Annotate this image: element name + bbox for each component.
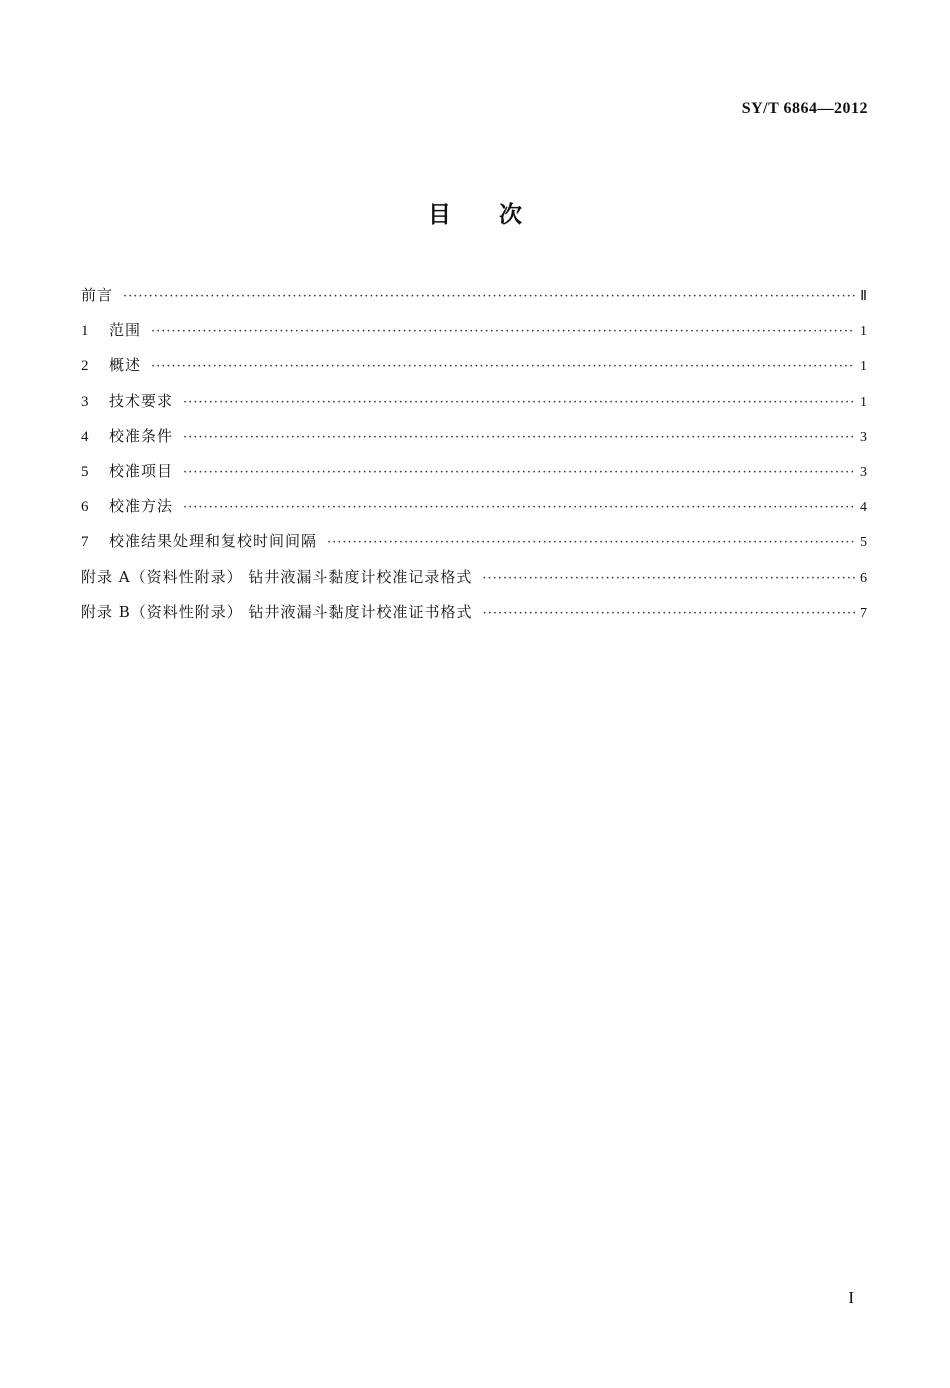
toc-leader-dots <box>123 289 855 304</box>
toc-entry-page: 6 <box>860 570 867 586</box>
toc-leader-dots <box>183 500 855 515</box>
toc-entry-page: 1 <box>860 324 867 340</box>
toc-entry-number: 2 <box>81 358 90 375</box>
toc-entry-text: 校准方法 <box>109 497 174 516</box>
toc-entry-label <box>81 319 141 340</box>
toc-leader-dots <box>482 571 855 586</box>
toc-entry[interactable] <box>81 425 867 460</box>
toc-entry-page: 1 <box>860 359 867 375</box>
table-of-contents <box>81 284 867 636</box>
toc-entry-label <box>81 354 141 375</box>
toc-entry-number: 3 <box>81 393 90 410</box>
toc-entry[interactable] <box>81 390 867 425</box>
toc-entry-text: 范围 <box>109 321 142 340</box>
toc-entry-text: 技术要求 <box>109 391 174 410</box>
toc-entry-number: 4 <box>81 428 90 445</box>
toc-entry[interactable] <box>81 284 867 319</box>
toc-entry[interactable] <box>81 530 867 565</box>
toc-entry-page: 5 <box>860 535 867 551</box>
toc-leader-dots <box>151 324 855 339</box>
toc-entry-text: 概述 <box>109 356 142 375</box>
toc-entry-label <box>81 390 173 411</box>
toc-entry[interactable] <box>81 319 867 354</box>
toc-entry-label: 附录 A（资料性附录） 钻井液漏斗黏度计校准记录格式 <box>81 567 473 586</box>
toc-entry-page: 1 <box>860 394 867 410</box>
toc-entry-number: 5 <box>81 463 90 480</box>
toc-entry-page: 3 <box>860 429 867 445</box>
toc-entry-text: 校准项目 <box>109 461 174 480</box>
standard-code: SY/T 6864—2012 <box>741 100 868 117</box>
toc-entry[interactable] <box>81 495 867 530</box>
toc-entry[interactable] <box>81 566 867 601</box>
toc-entry[interactable] <box>81 354 867 389</box>
toc-entry-page: 4 <box>860 500 867 516</box>
toc-entry-label <box>81 425 173 446</box>
toc-entry-number: 1 <box>81 323 90 340</box>
toc-leader-dots <box>183 465 855 480</box>
toc-entry-label <box>81 530 317 551</box>
toc-leader-dots <box>483 606 855 621</box>
toc-entry-page: 7 <box>860 605 867 621</box>
toc-entry-label <box>81 495 173 516</box>
toc-leader-dots <box>183 430 855 445</box>
toc-entry-page: 3 <box>860 464 867 480</box>
toc-entry-text: 校准结果处理和复校时间间隔 <box>109 532 318 551</box>
toc-leader-dots <box>151 359 855 374</box>
toc-entry-text: 校准条件 <box>109 426 174 445</box>
page-number: I <box>848 1288 854 1307</box>
toc-leader-dots <box>183 395 855 410</box>
toc-entry[interactable] <box>81 460 867 495</box>
toc-entry-number: 7 <box>81 534 90 551</box>
toc-entry[interactable] <box>81 601 867 636</box>
toc-entry-label: 前言 <box>81 286 114 304</box>
toc-entry-number: 6 <box>81 499 90 516</box>
toc-title: 目次 <box>428 202 570 228</box>
toc-entry-label <box>81 460 173 481</box>
toc-entry-page: Ⅱ <box>860 289 867 304</box>
toc-leader-dots <box>327 535 855 550</box>
toc-entry-label: 附录 B（资料性附录） 钻井液漏斗黏度计校准证书格式 <box>81 602 473 621</box>
